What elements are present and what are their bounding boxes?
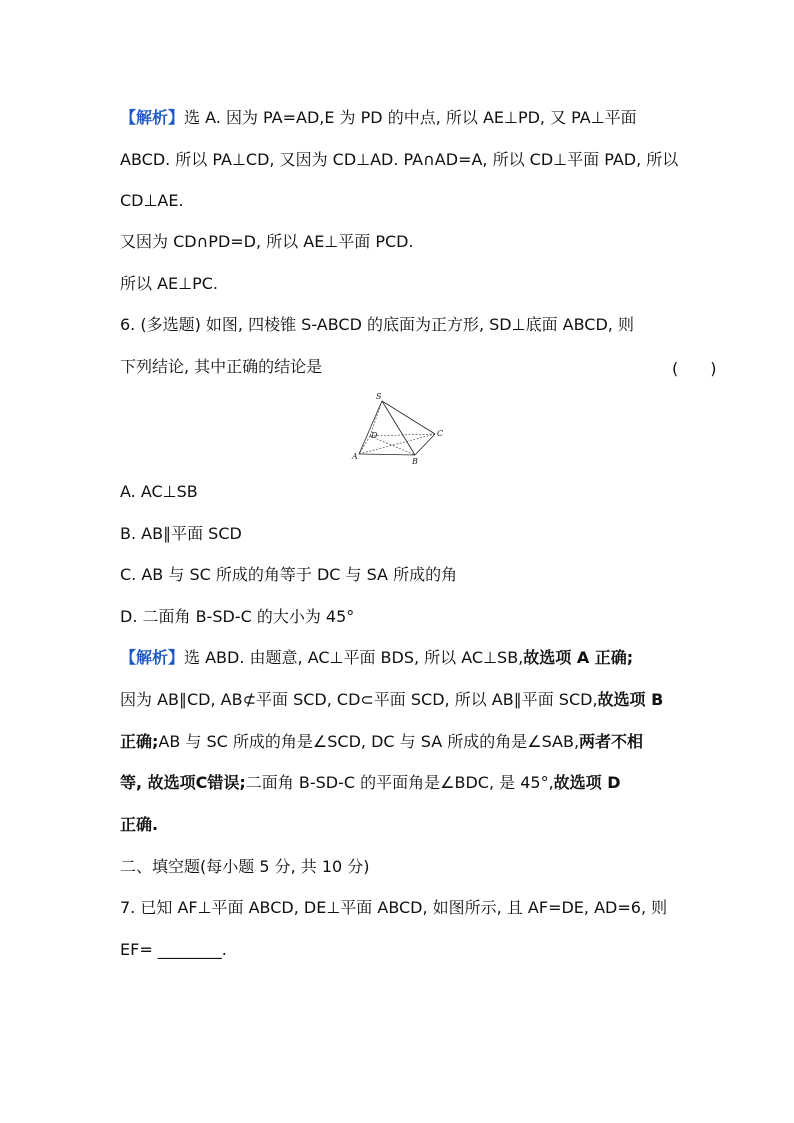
q7-line-2: EF= ________. bbox=[120, 940, 227, 959]
label-B: B bbox=[412, 457, 418, 466]
q6-analysis-line-1 bbox=[120, 647, 633, 669]
option-b: B. AB∥平面 SCD bbox=[120, 524, 242, 543]
answer-parentheses: ( ) bbox=[672, 359, 717, 378]
q6-analysis-line-2 bbox=[120, 689, 663, 711]
analysis-tag: 【解析】 bbox=[120, 108, 185, 127]
q6-analysis-text-2b: 故选项 B bbox=[597, 690, 664, 709]
label-C: C bbox=[437, 429, 444, 438]
q6-stem-line-1: 6. (多选题) 如图, 四棱锥 S-ABCD 的底面为正方形, SD⊥底面 ABCD, 则 bbox=[120, 315, 634, 334]
q6-analysis-line-5: 正确. bbox=[120, 815, 159, 834]
q5-analysis-line-5: 所以 AE⊥PC. bbox=[120, 274, 218, 293]
q6-analysis-text-3a: 正确; bbox=[120, 732, 159, 751]
q6-analysis-text-1b: 故选项 A 正确; bbox=[523, 648, 634, 667]
q6-analysis-text-4c: 故选项 D bbox=[553, 773, 621, 792]
analysis-tag: 【解析】 bbox=[120, 648, 185, 667]
q7-line-1: 7. 已知 AF⊥平面 ABCD, DE⊥平面 ABCD, 如图所示, 且 AF=DE, AD=6, 则 bbox=[120, 898, 668, 917]
label-S: S bbox=[376, 392, 382, 401]
q6-stem-line-2: 下列结论, 其中正确的结论是 bbox=[120, 357, 323, 376]
q6-analysis-text-3c: 两者不相 bbox=[579, 732, 644, 751]
pyramid-figure bbox=[345, 388, 455, 468]
q6-analysis-text-3b: AB 与 SC 所成的角是∠SCD, DC 与 SA 所成的角是∠SAB, bbox=[158, 732, 580, 751]
option-c: C. AB 与 SC 所成的角等于 DC 与 SA 所成的角 bbox=[120, 565, 458, 584]
q6-analysis-line-3 bbox=[120, 731, 643, 753]
label-A: A bbox=[352, 452, 358, 461]
option-d: D. 二面角 B-SD-C 的大小为 45° bbox=[120, 607, 355, 626]
q6-analysis-text-2a: 因为 AB∥CD, AB⊄平面 SCD, CD⊂平面 SCD, 所以 AB∥平面 SCD, bbox=[120, 690, 598, 709]
q5-analysis-line-4: 又因为 CD∩PD=D, 所以 AE⊥平面 PCD. bbox=[120, 232, 414, 251]
edge-SA bbox=[359, 401, 382, 454]
q5-text-1: 选 A. 因为 PA=AD,E 为 PD 的中点, 所以 AE⊥PD, 又 PA⊥平面 bbox=[184, 108, 637, 127]
q6-analysis-text-1a: 选 ABD. 由题意, AC⊥平面 BDS, 所以 AC⊥SB, bbox=[184, 648, 524, 667]
option-a: A. AC⊥SB bbox=[120, 482, 198, 501]
label-D: D bbox=[371, 431, 378, 440]
section-heading: 二、填空题(每小题 5 分, 共 10 分) bbox=[120, 857, 370, 876]
q6-analysis-text-4b: 二面角 B-SD-C 的平面角是∠BDC, 是 45°, bbox=[245, 773, 554, 792]
q5-analysis-line-1 bbox=[120, 107, 637, 129]
edge-AB bbox=[359, 454, 415, 455]
edge-SC bbox=[382, 401, 435, 434]
q5-analysis-line-3: CD⊥AE. bbox=[120, 191, 184, 210]
edge-DA bbox=[359, 436, 370, 454]
q6-analysis-line-4 bbox=[120, 772, 621, 794]
q6-analysis-text-4a: 等, 故选项C错误; bbox=[120, 773, 246, 792]
edge-BC bbox=[415, 434, 435, 455]
q5-analysis-line-2: ABCD. 所以 PA⊥CD, 又因为 CD⊥AD. PA∩AD=A, 所以 CD⊥平面 PAD, 所以 bbox=[120, 150, 679, 169]
